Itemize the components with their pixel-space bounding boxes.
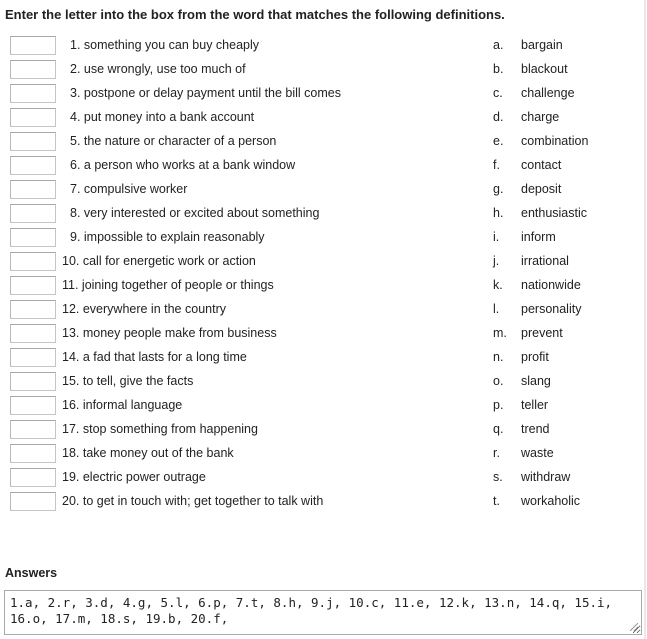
definition-text: 11. joining together of people or things	[62, 278, 274, 292]
matching-row	[0, 201, 647, 225]
answer-box-4[interactable]	[10, 108, 56, 127]
definition-text: 14. a fad that lasts for a long time	[62, 350, 247, 364]
answers-text: 1.a, 2.r, 3.d, 4.g, 5.l, 6.p, 7.t, 8.h, 9.j, 10.c, 11.e, 12.k, 13.n, 14.q, 15.i, 16.o, 17.m, 18.s, 19.b, 20.f,	[10, 595, 613, 626]
matching-row	[0, 345, 647, 369]
definition-text: 18. take money out of the bank	[62, 446, 234, 460]
word-letter: g.	[493, 182, 504, 196]
word-letter: j.	[493, 254, 500, 268]
definition-text: 10. call for energetic work or action	[62, 254, 256, 268]
matching-row	[0, 465, 647, 489]
answer-box-17[interactable]	[10, 420, 56, 439]
word-option: bargain	[521, 38, 563, 52]
word-letter: n.	[493, 350, 504, 364]
word-option: waste	[521, 446, 554, 460]
definition-text: 15. to tell, give the facts	[62, 374, 194, 388]
word-letter: h.	[493, 206, 504, 220]
answer-box-1[interactable]	[10, 36, 56, 55]
word-option: deposit	[521, 182, 562, 196]
word-letter: k.	[493, 278, 503, 292]
word-option: challenge	[521, 86, 575, 100]
answer-box-8[interactable]	[10, 204, 56, 223]
matching-row	[0, 33, 647, 57]
matching-row	[0, 393, 647, 417]
answer-box-2[interactable]	[10, 60, 56, 79]
word-option: inform	[521, 230, 556, 244]
instructions-heading: Enter the letter into the box from the word that matches the following definitions.	[5, 7, 505, 22]
definition-text: 2. use wrongly, use too much of	[70, 62, 246, 76]
word-option: personality	[521, 302, 582, 316]
word-option: teller	[521, 398, 549, 412]
definition-text: 16. informal language	[62, 398, 183, 412]
definition-text: 7. compulsive worker	[70, 182, 188, 196]
word-option: contact	[521, 158, 562, 172]
matching-row	[0, 225, 647, 249]
answers-label: Answers	[5, 566, 58, 580]
word-letter: t.	[493, 494, 500, 508]
word-option: trend	[521, 422, 550, 436]
matching-row	[0, 129, 647, 153]
definition-text: 20. to get in touch with; get together to talk with	[62, 494, 324, 508]
word-option: irrational	[521, 254, 569, 268]
answer-box-19[interactable]	[10, 468, 56, 487]
definition-text: 13. money people make from business	[62, 326, 277, 340]
answer-box-9[interactable]	[10, 228, 56, 247]
matching-row	[0, 441, 647, 465]
resize-grip-icon[interactable]	[630, 623, 638, 631]
word-option: withdraw	[521, 470, 571, 484]
matching-row	[0, 297, 647, 321]
definition-text: 19. electric power outrage	[62, 470, 206, 484]
word-letter: a.	[493, 38, 504, 52]
definition-text: 5. the nature or character of a person	[70, 134, 277, 148]
answer-box-16[interactable]	[10, 396, 56, 415]
matching-row	[0, 153, 647, 177]
page-edge-divider	[644, 0, 646, 639]
answer-box-6[interactable]	[10, 156, 56, 175]
answers-textarea[interactable]	[4, 590, 642, 635]
definition-text: 17. stop something from happening	[62, 422, 258, 436]
answer-box-20[interactable]	[10, 492, 56, 511]
matching-row	[0, 177, 647, 201]
answer-box-18[interactable]	[10, 444, 56, 463]
answer-box-12[interactable]	[10, 300, 56, 319]
matching-row	[0, 321, 647, 345]
word-option: prevent	[521, 326, 563, 340]
word-option: profit	[521, 350, 549, 364]
matching-row	[0, 249, 647, 273]
answer-box-11[interactable]	[10, 276, 56, 295]
definition-text: 3. postpone or delay payment until the bill comes	[70, 86, 341, 100]
matching-row	[0, 105, 647, 129]
definition-text: 12. everywhere in the country	[62, 302, 226, 316]
word-letter: c.	[493, 86, 503, 100]
word-letter: p.	[493, 398, 504, 412]
matching-row	[0, 369, 647, 393]
answer-box-13[interactable]	[10, 324, 56, 343]
matching-row	[0, 57, 647, 81]
word-letter: r.	[493, 446, 500, 460]
answer-box-10[interactable]	[10, 252, 56, 271]
matching-row	[0, 417, 647, 441]
definition-text: 1. something you can buy cheaply	[70, 38, 260, 52]
answer-box-7[interactable]	[10, 180, 56, 199]
matching-row	[0, 273, 647, 297]
word-option: nationwide	[521, 278, 581, 292]
matching-row	[0, 489, 647, 513]
word-letter: q.	[493, 422, 504, 436]
word-letter: s.	[493, 470, 503, 484]
answer-box-5[interactable]	[10, 132, 56, 151]
word-letter: b.	[493, 62, 504, 76]
answer-box-3[interactable]	[10, 84, 56, 103]
word-option: enthusiastic	[521, 206, 588, 220]
word-letter: m.	[493, 326, 507, 340]
word-letter: d.	[493, 110, 504, 124]
definition-text: 6. a person who works at a bank window	[70, 158, 296, 172]
word-option: slang	[521, 374, 551, 388]
matching-list	[0, 33, 647, 513]
word-letter: f.	[493, 158, 500, 172]
definition-text: 4. put money into a bank account	[70, 110, 255, 124]
word-option: charge	[521, 110, 560, 124]
word-letter: o.	[493, 374, 504, 388]
answer-box-15[interactable]	[10, 372, 56, 391]
matching-row	[0, 81, 647, 105]
word-option: blackout	[521, 62, 568, 76]
definition-text: 9. impossible to explain reasonably	[70, 230, 265, 244]
word-letter: e.	[493, 134, 504, 148]
word-letter: i.	[493, 230, 500, 244]
answer-box-14[interactable]	[10, 348, 56, 367]
word-letter: l.	[493, 302, 500, 316]
word-option: combination	[521, 134, 589, 148]
definition-text: 8. very interested or excited about something	[70, 206, 320, 220]
word-option: workaholic	[521, 494, 581, 508]
